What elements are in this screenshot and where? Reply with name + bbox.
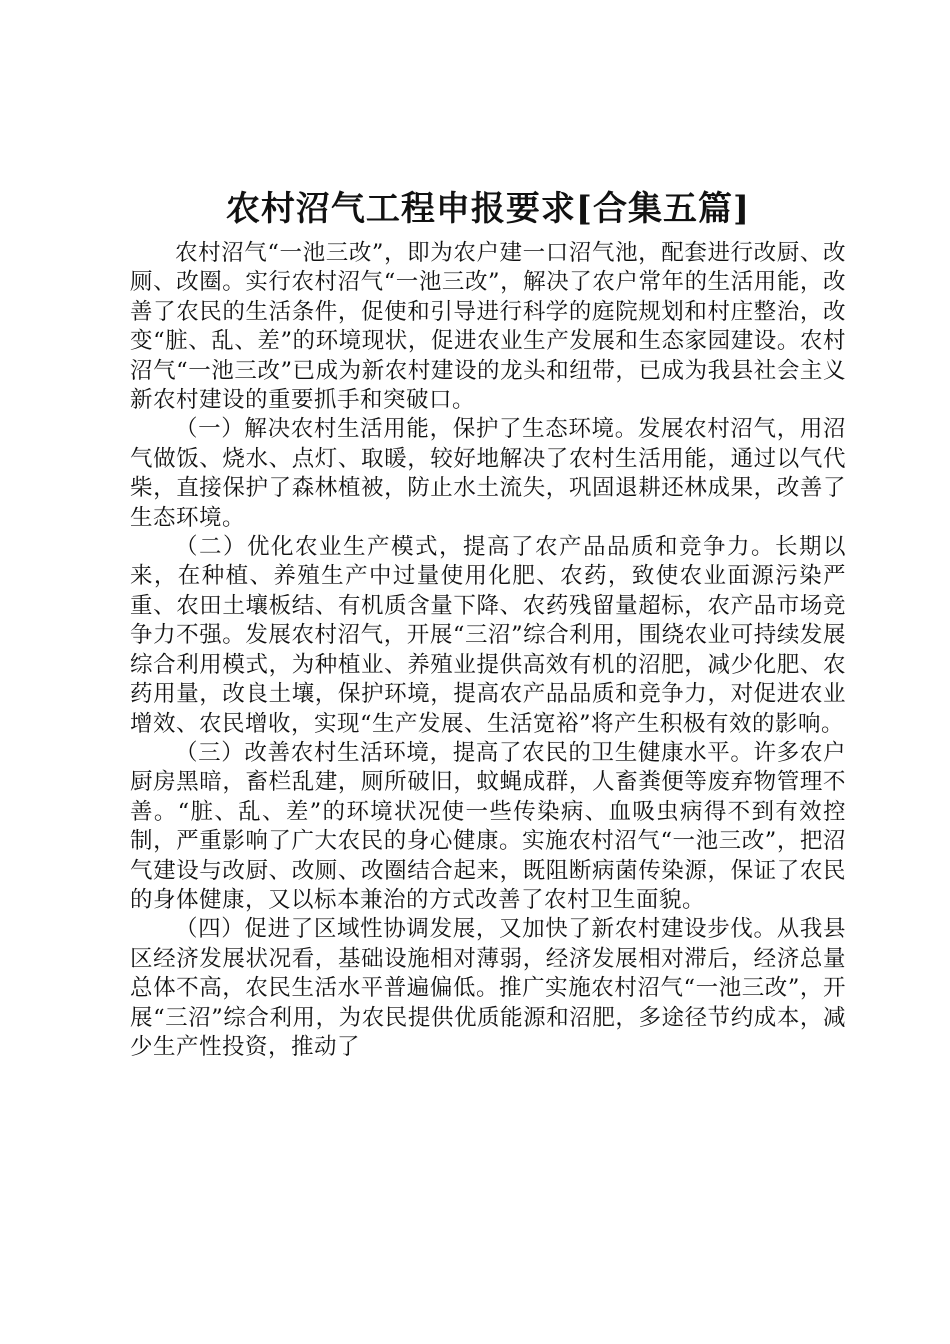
paragraph-section-1: （一）解决农村生活用能，保护了生态环境。发展农村沼气，用沼气做饭、烧水、点灯、取暖，较好地解决了农村生活用能，通过以气代柴，直接保护了森林植被，防止水土流失，巩固退耕还林成果，改善了生态环境。 <box>130 416 846 531</box>
paragraph-section-4: （四）促进了区域性协调发展，又加快了新农村建设步伐。从我县区经济发展状况看，基础设施相对薄弱，经济发展相对滞后，经济总量总体不高，农民生活水平普遍偏低。推广实施农村沼气“一池三改”，开展“三沼”综合利用，为农民提供优质能源和沼肥，多途径节约成本，减少生产性投资，推动了 <box>130 916 846 1060</box>
paragraph-intro: 农村沼气“一池三改”，即为农户建一口沼气池，配套进行改厨、改厕、改圈。实行农村沼气“一池三改”，解决了农户常年的生活用能，改善了农民的生活条件，促使和引导进行科学的庭院规划和村庄整治，改变“脏、乱、差”的环境现状，促进农业生产发展和生态家园建设。农村沼气“一池三改”已成为新农村建设的龙头和纽带，已成为我县社会主义新农村建设的重要抓手和突破口。 <box>130 240 846 414</box>
paragraph-section-2: （二）优化农业生产模式，提高了农产品品质和竞争力。长期以来，在种植、养殖生产中过量使用化肥、农药，致使农业面源污染严重、农田土壤板结、有机质含量下降、农药残留量超标，农产品市场竞争力不强。发展农村沼气，开展“三沼”综合利用，围绕农业可持续发展综合利用模式，为种植业、养殖业提供高效有机的沼肥，减少化肥、农药用量，改良土壤，保护环境，提高农产品品质和竞争力，对促进农业增效、农民增收，实现“生产发展、生活宽裕”将产生积极有效的影响。 <box>130 534 846 737</box>
paragraph-section-3: （三）改善农村生活环境，提高了农民的卫生健康水平。许多农户厨房黑暗，畜栏乱建，厕所破旧，蚊蝇成群，人畜粪便等废弃物管理不善。“脏、乱、差”的环境状况使一些传染病、血吸虫病得不到有效控制，严重影响了广大农民的身心健康。实施农村沼气“一池三改”，把沼气建设与改厨、改厕、改圈结合起来，既阻断病菌传染源，保证了农民的身体健康，又以标本兼治的方式改善了农村卫生面貌。 <box>130 739 846 913</box>
document-page <box>130 183 846 1062</box>
document-title: 农村沼气工程申报要求[合集五篇] <box>225 189 751 229</box>
